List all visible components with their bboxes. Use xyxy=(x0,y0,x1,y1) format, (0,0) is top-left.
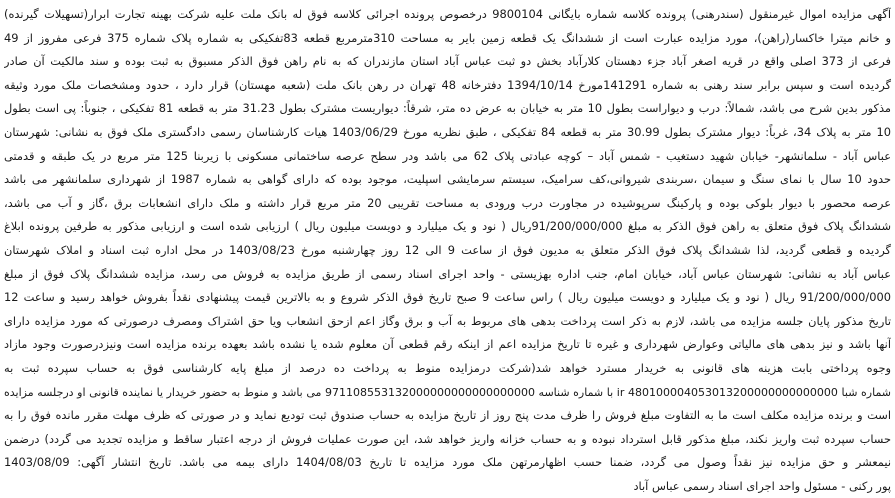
notice-line: حدود 10 سال با نمای سنگ و سیمان ،سربندی شیروانی،کف سرامیک، سیستم سرمایشی اسپلیت، موجود بوده که دارای گواهی به شماره 1987 از شهرداری سلمانشهر می باشد xyxy=(4,172,891,187)
notice-line: عباس آباد به نشانی: شهرستان عباس آباد، خیابان امام، جنب اداره بهزیستی - واحد اجرای اسناد رسمی از طریق مزایده به فروش می رسد، مزایده ششدانگ پلاک فوق از مبلغ xyxy=(4,266,891,281)
notice-line: 91/200/000/000 ریال ( نود و یک میلیارد و دویست میلیون ریال ) راس ساعت 9 صبح تاریخ فوق الذکر شروع و به بالاترین قیمت پیشنهادی نقداً بفروش خواهد رسید و ساعت 12 xyxy=(4,290,891,305)
notice-line: گردیده و قطعی گردید، لذا ششدانگ پلاک فوق الذکر متعلق به مدیون فوق از ساعت 9 الی 12 روز چهارشنبه مورخ 1403/08/23 در محل اداره ثبت اسناد و املاک شهرستان xyxy=(4,242,891,257)
notice-line: عباس آباد - سلمانشهر- خیابان شهید دستغیب - شمس آباد – کوچه عبادتی پلاک 62 می باشد ودر سطح عرصه ساختمانی مسکونی با زیربنا 125 متر مربع در یک طبقه و قدمتی xyxy=(4,148,891,163)
notice-line: آگهی مزایده اموال غیرمنقول (سندرهنی) پرونده کلاسه شماره بایگانی 9800104 درخصوص پرونده اجرائی کلاسه فوق له بانک ملت علیه شرکت بهینه تجارت ابرار(تسهیلات گیرنده) xyxy=(4,7,891,21)
notice-line: آنها باشد و نیز بدهی های مالیاتی وعوارض شهرداری و غیره تا تاریخ مزایده اعم از اینکه رقم قطعی آن معلوم شده یا نشده باشد بعهده برنده مزایده است ونیزدرصورت وجود مازاد xyxy=(4,337,891,352)
notice-line: وجوه پرداختی بابت هزینه های قانونی به خریدار مسترد خواهد شد(شرکت درمزایده منوط به پرداخت ده درصد از مبلغ پایه کارشناسی فوق به حساب سپرده ثبت به xyxy=(4,360,891,375)
notice-line: و خانم میترا خاکسار(راهن)، مورد مزایده عبارت است از ششدانگ یک قطعه زمین بایر به مساحت 310مترمربع قطعه 83تفکیکی به شماره پلاک شماره 375 فرعی مفروز از 49 xyxy=(4,30,891,45)
notice-line: شماره شبا 480100004053013200000000000000 ir با شماره شناسه 971108553132000000000000000000 می باشد و منوط به حضور خریدار یا نماینده قانونی او درجلسه مزایده xyxy=(4,385,891,399)
notice-line: 10 متر به پلاک 34، غرباً: دیوار مشترک بطول 30.99 متر به قطعه 84 تفکیکی ، طبق نظریه مورخ 1403/06/29 هیات کارشناسان رسمی دادگستری ملک فوق به نشانی: شهرستان xyxy=(4,124,891,139)
notice-line: نیمعشر و حق مزایده نیز نقداً وصول می گردد، ضمنا حسب اظهارمرتهن ملک مورد مزایده تا تاریخ 1404/08/03 دارای بیمه می باشد. تاریخ انتشار آگهی: 1403/08/09 xyxy=(4,455,891,470)
notice-line: است و برنده مزایده مکلف است ما به التفاوت مبلغ فروش را ظرف مدت پنج روز از تاریخ مزایده به حساب صندوق ثبت تودیع نماید و در صورتی که ظرف مهلت مقرر مانده فوق را به xyxy=(4,408,891,423)
notice-line: عرصه محصور با دیوار بلوکی بوده و پارکینگ سرپوشیده در مجاورت درب ورودی به مساحت تقریبی 20 متر مربع قرار داشته و ملک دارای انشعابات برق ،گاز و آب می باشد، xyxy=(4,195,891,210)
notice-line: مذکور بدین شرح می باشد، شمالاً: درب و دیواراست بطول 10 متر به خیابان به عرض ده متر، شرقاً: دیواریست مشترک بطول 31.23 متر به قطعه 81 تفکیکی ، جنوباً: پی است بطول xyxy=(4,101,891,116)
notice-line: فرعی از 373 اصلی واقع در قریه اصغر آباد جزء دهستان کلارآباد بخش دو ثبت عباس آباد استان مازندران که به نام راهن فوق الذکر مسبوق به ثبت بوده و سند مالکیت آن صادر xyxy=(4,54,891,69)
notice-line: تاریخ مذکور پایان جلسه مزایده می باشد، لازم به ذکر است پرداخت بدهی های مربوط به آب و برق وگاز اعم ازحق انشعاب ویا حق اشتراک ومصرف درصورتی که مورد مزایده دارای xyxy=(4,313,891,328)
notice-line: ششدانگ پلاک فوق متعلق به راهن فوق الذکر به مبلغ 91/200/000/000ریال ( نود و یک میلیارد و دویست میلیون ریال ) ارزیابی شده است و ارزیابی مذکور به طرفین پرونده ابلاغ xyxy=(4,219,891,234)
notice-signature-line: پور رکنی - مسئول واحد اجرای اسناد رسمی عباس آباد xyxy=(633,478,891,493)
notice-line: حساب سپرده ثبت واریز نکند، مبلغ مذکور قابل استرداد نبوده و به حساب خزانه واریز خواهد شد، این صورت عملیات فروش از درجه اعتبار ساقط و مزایده تجدید می گردد) درضمن xyxy=(4,431,891,446)
notice-line: گردیده است و سپس برابر سند رهنی به شماره 141291مورخ 1394/10/14 دفترخانه 48 تهران در رهن بانک ملت (شعبه مهستان) قرار دارد ، حدود ومشخصات ملک مورد وثیقه xyxy=(4,77,891,92)
